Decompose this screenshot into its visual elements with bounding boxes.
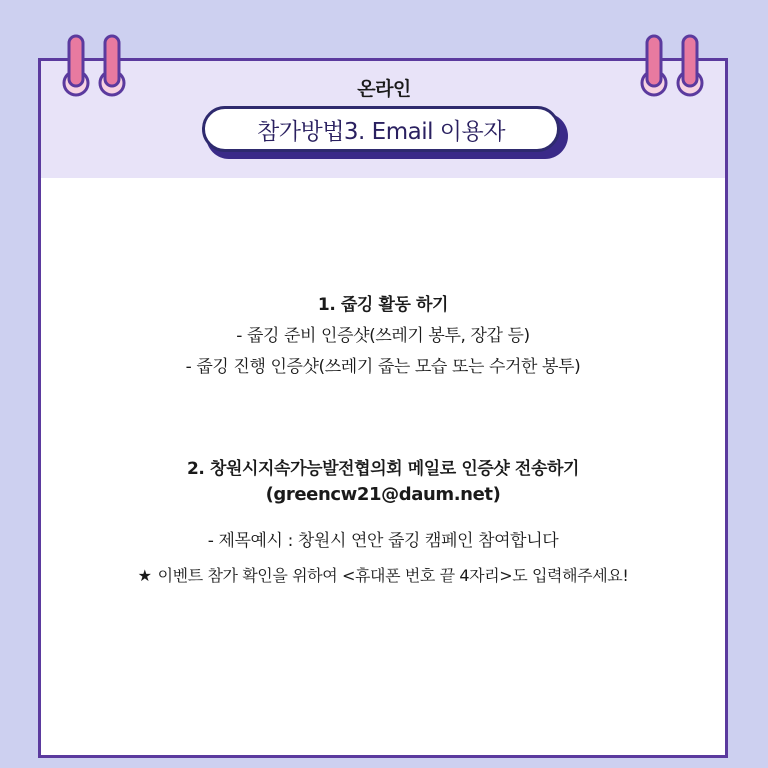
- email-address: (greencw21@daum.net): [265, 484, 501, 505]
- subject-example: - 제목예시 : 창원시 연안 줍깅 캠페인 참여합니다: [207, 531, 559, 551]
- step1-title: 1. 줍깅 활동 하기: [317, 295, 449, 315]
- notice-text: 이벤트 참가 확인을 위하여 <휴대폰 번호 끝 4자리>도 입력해주세요!: [157, 566, 629, 585]
- section-label: 온라인: [357, 78, 411, 100]
- step2-title: 2. 창원시지속가능발전협의회 메일로 인증샷 전송하기: [186, 459, 580, 479]
- step1-line: - 줍깅 준비 인증샷(쓰레기 봉투, 장갑 등): [236, 326, 530, 346]
- notice: [38, 563, 728, 586]
- method-title: 참가방법3. Email 이용자: [257, 118, 505, 145]
- step1-line: - 줍깅 진행 인증샷(쓰레기 줍는 모습 또는 수거한 봉투): [185, 357, 581, 377]
- method-pill: [202, 106, 560, 152]
- star-icon: ★: [137, 566, 152, 585]
- info-card: [38, 58, 728, 758]
